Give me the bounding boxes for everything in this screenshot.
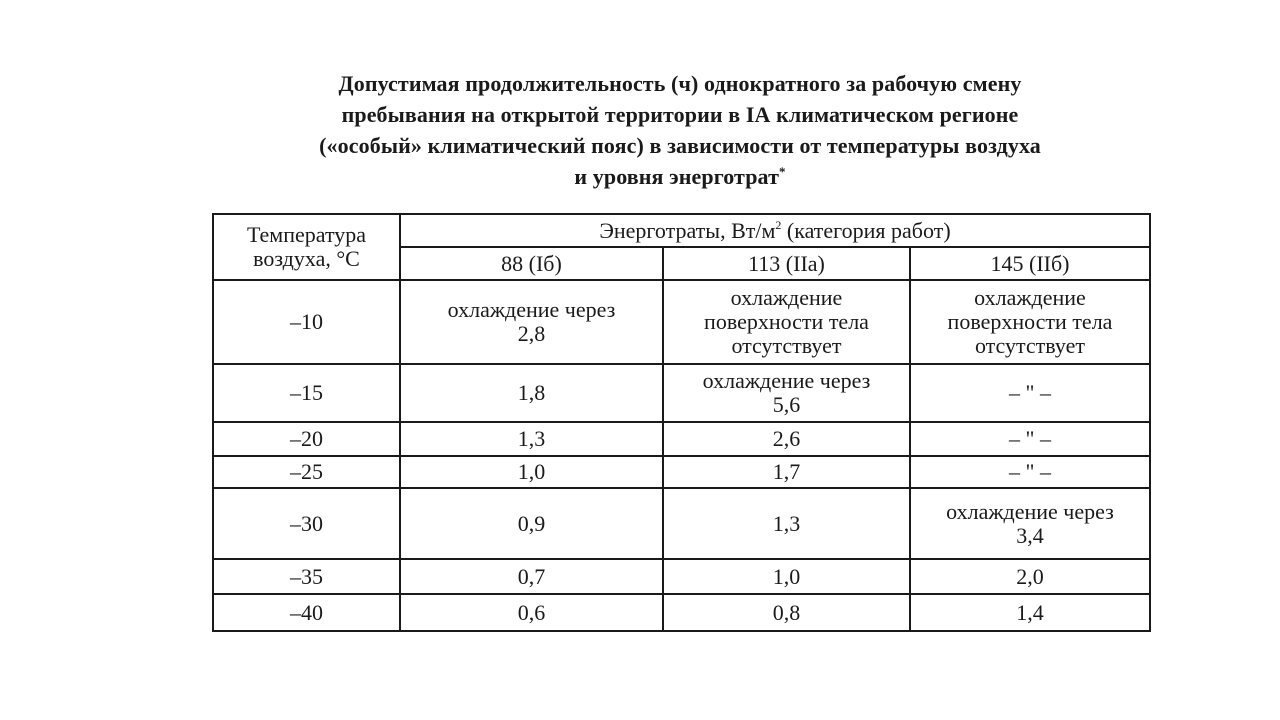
value-cell: 1,4 bbox=[910, 594, 1150, 631]
value-cell: 2,0 bbox=[910, 559, 1150, 594]
cell-line: охлаждение через bbox=[447, 297, 616, 322]
table-row bbox=[213, 280, 1150, 364]
value-cell: – " – bbox=[910, 456, 1150, 488]
value-cell: 1,8 bbox=[400, 364, 663, 422]
temperature-cell: –25 bbox=[213, 456, 400, 488]
value-cell: 2,6 bbox=[663, 422, 910, 456]
title-line-1: Допустимая продолжительность (ч) однократного за рабочую смену bbox=[338, 71, 1022, 96]
cell-line: охлаждение через bbox=[946, 498, 1114, 524]
value-cell: 1,7 bbox=[663, 456, 910, 488]
table-row bbox=[213, 594, 1150, 631]
temperature-header-line-1: Температура bbox=[246, 222, 367, 247]
value-cell bbox=[663, 364, 910, 422]
energy-header-superscript: 2 bbox=[775, 217, 782, 232]
value-cell: 1,3 bbox=[400, 422, 663, 456]
energy-expenditure-header bbox=[400, 214, 1150, 247]
energy-header-prefix: Энерготраты, Вт/м bbox=[599, 217, 776, 243]
value-cell: 1,3 bbox=[663, 488, 910, 559]
cell-line: 3,4 bbox=[1016, 522, 1044, 548]
value-cell bbox=[663, 280, 910, 364]
energy-duration-table bbox=[212, 213, 1151, 632]
cell-line: охлаждение через bbox=[702, 368, 871, 393]
table-row bbox=[213, 488, 1150, 559]
category-header-1: 88 (Iб) bbox=[400, 247, 663, 280]
temperature-cell: –15 bbox=[213, 364, 400, 422]
value-cell: 0,8 bbox=[663, 594, 910, 631]
value-cell: 1,0 bbox=[400, 456, 663, 488]
cell-line: охлаждение bbox=[974, 285, 1086, 310]
value-cell: – " – bbox=[910, 364, 1150, 422]
temperature-header-line-2: воздуха, °С bbox=[253, 246, 360, 271]
value-cell: 0,7 bbox=[400, 559, 663, 594]
table-row bbox=[213, 364, 1150, 422]
temperature-cell: –40 bbox=[213, 594, 400, 631]
temperature-cell: –20 bbox=[213, 422, 400, 456]
footnote-mark: * bbox=[779, 164, 786, 179]
table-row bbox=[213, 422, 1150, 456]
category-header-2: 113 (IIа) bbox=[663, 247, 910, 280]
cell-line: 5,6 bbox=[772, 392, 801, 417]
title-line-2: пребывания на открытой территории в IА климатическом регионе bbox=[341, 102, 1019, 127]
table-row bbox=[213, 559, 1150, 594]
value-cell bbox=[400, 280, 663, 364]
cell-line: поверхности тела bbox=[947, 309, 1113, 334]
value-cell bbox=[910, 280, 1150, 364]
temperature-cell: –35 bbox=[213, 559, 400, 594]
table-row bbox=[213, 456, 1150, 488]
title-line-3: («особый» климатический пояс) в зависимости от температуры воздуха bbox=[319, 133, 1041, 158]
title-line-4 bbox=[180, 161, 1180, 192]
temperature-header bbox=[213, 214, 400, 280]
value-cell: 0,9 bbox=[400, 488, 663, 559]
value-cell: 1,0 bbox=[663, 559, 910, 594]
cell-line: отсутствует bbox=[731, 333, 842, 358]
value-cell bbox=[910, 488, 1150, 559]
cell-line: поверхности тела bbox=[704, 309, 869, 334]
energy-header-suffix: (категория работ) bbox=[781, 217, 951, 243]
cell-line: отсутствует bbox=[974, 333, 1086, 358]
cell-line: 2,8 bbox=[517, 321, 546, 346]
temperature-cell: –30 bbox=[213, 488, 400, 559]
cell-line: охлаждение bbox=[730, 285, 843, 310]
value-cell: – " – bbox=[910, 422, 1150, 456]
title-line-4-text: и уровня энерготрат bbox=[574, 164, 779, 189]
category-header-3: 145 (IIб) bbox=[910, 247, 1150, 280]
value-cell: 0,6 bbox=[400, 594, 663, 631]
table-title bbox=[180, 68, 1180, 192]
temperature-cell: –10 bbox=[213, 280, 400, 364]
